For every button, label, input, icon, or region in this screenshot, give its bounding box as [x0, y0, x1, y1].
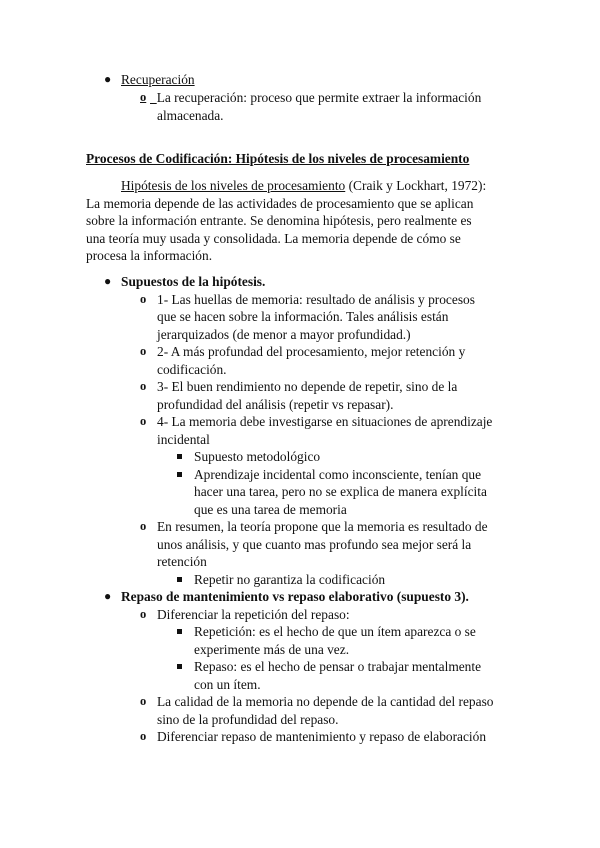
- list-item-line: incidental: [157, 432, 210, 447]
- sub-item-line: con un ítem.: [194, 677, 261, 692]
- supuestos-title: Supuestos de la hipótesis.: [121, 274, 266, 289]
- list-item-line: retención: [157, 554, 207, 569]
- list-item-line: 3- El buen rendimiento no depende de repetir, sino de la: [157, 379, 458, 394]
- sub-item-line: hacer una tarea, pero no se explica de manera explícita: [194, 484, 487, 499]
- intro-line: sobre la información entrante. Se denomina hipótesis, pero realmente es: [86, 213, 472, 228]
- list-item-line: codificación.: [157, 362, 227, 377]
- list-item-line: 2- A más profundad del procesamiento, mejor retención y: [157, 344, 466, 359]
- sub-marker-icon: o: [140, 519, 147, 533]
- recuperacion-def-line: La recuperación: proceso que permite extraer la información: [156, 90, 482, 105]
- sub-marker-icon: o: [140, 607, 147, 621]
- sub-marker-icon: o: [140, 292, 147, 306]
- sub-item-line: experimente más de una vez.: [194, 642, 350, 657]
- square-bullet-icon: [177, 454, 182, 459]
- sub-marker-icon: o: [140, 729, 147, 743]
- repaso-title: Repaso de mantenimiento vs repaso elaborativo (supuesto 3).: [121, 589, 469, 604]
- sub-item-line: Repaso: es el hecho de pensar o trabajar mentalmente: [194, 659, 482, 674]
- square-bullet-icon: [177, 472, 182, 477]
- sub-item-line: Supuesto metodológico: [194, 449, 321, 464]
- bullet-icon: ●: [104, 589, 112, 603]
- list-item-line: 4- La memoria debe investigarse en situaciones de aprendizaje: [157, 414, 493, 429]
- intro-line: La memoria depende de las actividades de procesamiento que se aplican: [86, 196, 474, 211]
- sub-marker-icon: o: [140, 694, 147, 708]
- sub-marker-icon: o: [140, 379, 147, 393]
- recuperacion-title: Recuperación: [121, 72, 195, 87]
- bullet-icon: ●: [104, 274, 112, 288]
- square-bullet-icon: [177, 664, 182, 669]
- list-item-line: Diferenciar la repetición del repaso:: [157, 607, 350, 622]
- list-item-line: sino de la profundidad del repaso.: [157, 712, 339, 727]
- sub-marker-icon: o: [140, 414, 147, 428]
- list-item-line: La calidad de la memoria no depende de la cantidad del repaso: [157, 694, 494, 709]
- list-item-line: Diferenciar repaso de mantenimiento y repaso de elaboración: [157, 729, 487, 744]
- bullet-icon: ●: [104, 72, 112, 86]
- sub-item-line: Repetir no garantiza la codificación: [194, 572, 386, 587]
- list-item-line: que se hacen sobre la información. Tales análisis están: [157, 309, 449, 324]
- sub-marker-icon: o: [140, 344, 147, 358]
- list-item-line: unos análisis, y que cuanto mas profundo sea mejor será la: [157, 537, 472, 552]
- list-item-line: En resumen, la teoría propone que la memoria es resultado de: [157, 519, 488, 534]
- intro-line: Hipótesis de los niveles de procesamiento (Craik y Lockhart, 1972):: [121, 178, 487, 193]
- sub-marker-icon: o: [140, 90, 147, 104]
- square-bullet-icon: [177, 577, 182, 582]
- square-bullet-icon: [177, 629, 182, 634]
- section-heading: Procesos de Codificación: Hipótesis de los niveles de procesamiento: [86, 151, 470, 166]
- sub-item-line: que es una tarea de memoria: [194, 502, 347, 517]
- intro-line: una teoría muy usada y consolidada. La memoria depende de cómo se: [86, 231, 461, 246]
- list-item-line: jerarquizados (de menor a mayor profundidad.): [157, 327, 411, 342]
- sub-item-line: Aprendizaje incidental como inconsciente, tenían que: [194, 467, 482, 482]
- list-item-line: profundidad del análisis (repetir vs repasar).: [157, 397, 394, 412]
- sub-item-line: Repetición: es el hecho de que un ítem aparezca o se: [194, 624, 476, 639]
- intro-line: procesa la información.: [86, 248, 213, 263]
- list-item-line: 1- Las huellas de memoria: resultado de análisis y procesos: [157, 292, 475, 307]
- recuperacion-def-line: almacenada.: [157, 108, 224, 123]
- hipotesis-link: Hipótesis de los niveles de procesamiento: [121, 178, 346, 193]
